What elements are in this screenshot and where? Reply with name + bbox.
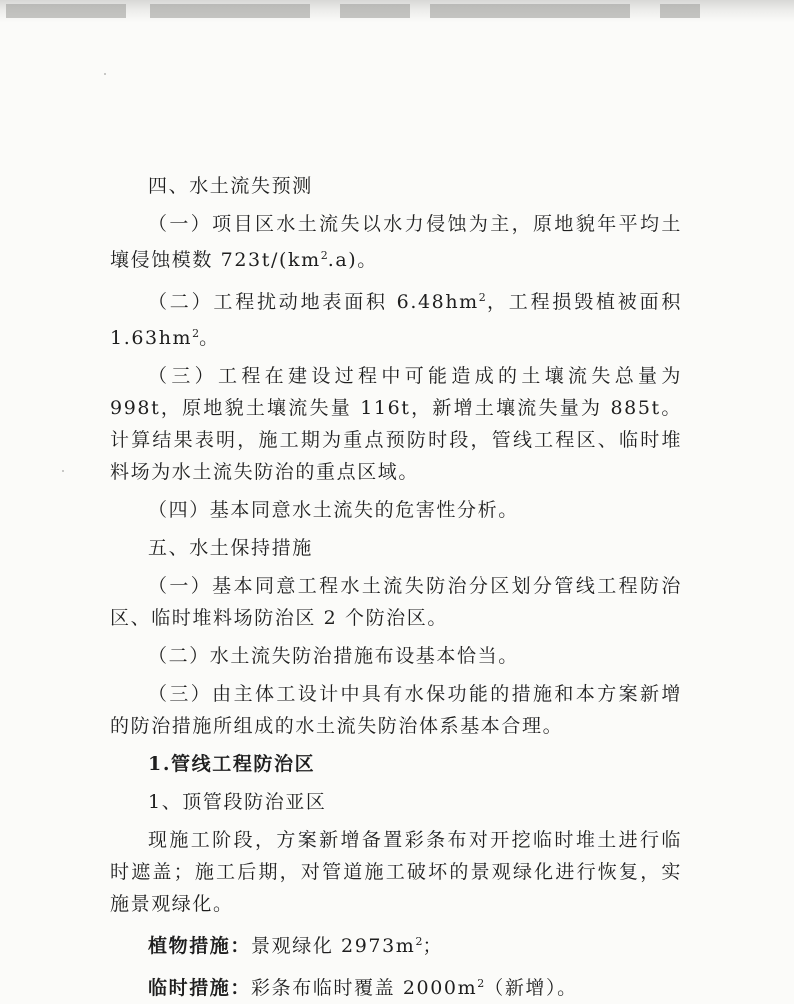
- paragraph-5-2: （二）水土流失防治措施布设基本恰当。: [148, 645, 519, 667]
- subsection-heading: 1.管线工程防治区: [148, 753, 316, 775]
- paragraph-5-1: （一）基本同意工程水土流失防治分区划分管线工程防治区、临时堆料场防治区 2 个防治区。: [110, 575, 682, 629]
- section-5-heading: 五、水土保持措施: [148, 537, 313, 559]
- scan-mark: [150, 4, 310, 18]
- scan-mark: [660, 4, 700, 18]
- plant-measures: 植物措施：景观绿化 $2973m^2$；: [148, 935, 444, 957]
- paragraph-4-1: （一）项目区水土流失以水力侵蚀为主，原地貌年平均土壤侵蚀模数 $723t/(km^2.a)$。: [110, 213, 682, 271]
- paragraph-4-3: （三）工程在建设过程中可能造成的土壤流失总量为 998t，原地貌土壤流失量 116t，新增土壤流失量为 885t。计算结果表明，施工期为重点预防时段，管线工程区、临时堆料场为水土流失防治的重点区域。: [110, 365, 682, 483]
- paragraph-4-2: （二）工程扰动地表面积 $6.48hm^2$，工程损毁植被面积 $1.63hm^2$。: [110, 291, 682, 349]
- paragraph-4-4: （四）基本同意水土流失的危害性分析。: [148, 499, 519, 521]
- document-body: [110, 170, 682, 1004]
- scan-speck: [62, 470, 64, 472]
- subsection-1-heading: 1、顶管段防治亚区: [148, 791, 327, 813]
- scan-mark: [430, 4, 630, 18]
- section-4-heading: 四、水土流失预测: [148, 175, 313, 197]
- paragraph-5-3: （三）由主体工设计中具有水保功能的措施和本方案新增的防治措施所组成的水土流失防治体系基本合理。: [110, 683, 682, 737]
- temporary-measures-label: 临时措施：: [148, 977, 252, 999]
- scan-mark: [6, 4, 126, 18]
- plant-measures-label: 植物措施：: [148, 935, 252, 957]
- scan-speck: [104, 73, 106, 75]
- scan-mark: [340, 4, 410, 18]
- subsection-1-body: 现施工阶段，方案新增备置彩条布对开挖临时堆土进行临时遮盖；施工后期，对管道施工破坏的景观绿化进行恢复，实施景观绿化。: [110, 829, 682, 915]
- temporary-measures: 临时措施：彩条布临时覆盖 $2000m^2$（新增）。: [148, 977, 578, 999]
